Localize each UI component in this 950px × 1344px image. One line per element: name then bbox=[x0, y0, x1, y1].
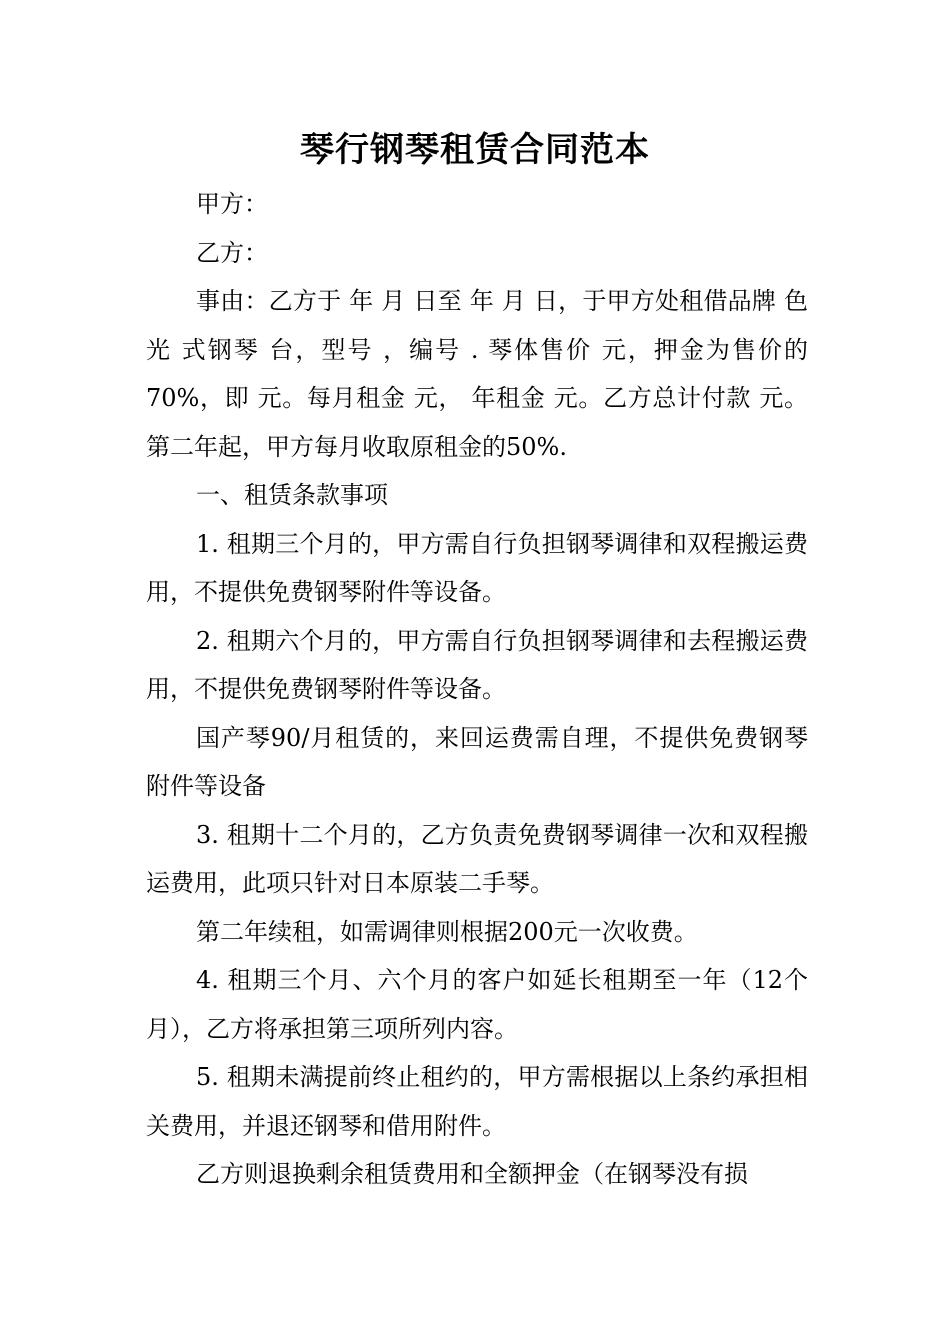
document-body bbox=[146, 180, 808, 1199]
clause-2-note: 国产琴90/月租赁的，来回运费需自理，不提供免费钢琴附件等设备 bbox=[146, 723, 808, 800]
document-title: 琴行钢琴租赁合同范本 bbox=[300, 130, 650, 170]
clause-5-note: 乙方则退换剩余租赁费用和全额押金（在钢琴没有损 bbox=[196, 1160, 748, 1188]
section-heading: 一、租赁条款事项 bbox=[196, 481, 388, 509]
clause-1: 1. 租期三个月的，甲方需自行负担钢琴调律和双程搬运费用，不提供免费钢琴附件等设备。 bbox=[146, 529, 808, 606]
party-a-line: 甲方： bbox=[196, 190, 268, 218]
clause-3-note: 第二年续租，如需调律则根据200元一次收费。 bbox=[196, 917, 698, 946]
party-b-line: 乙方： bbox=[196, 238, 268, 267]
clause-4: 4. 租期三个月、六个月的客户如延长租期至一年（12个月），乙方将承担第三项所列内容。 bbox=[146, 966, 808, 1043]
clause-2: 2. 租期六个月的，甲方需自行负担钢琴调律和去程搬运费用，不提供免费钢琴附件等设备。 bbox=[146, 626, 808, 703]
clause-5: 5. 租期未满提前终止租约的，甲方需根据以上条约承担相关费用，并退还钢琴和借用附件。 bbox=[146, 1063, 808, 1140]
subject-paragraph: 事由：乙方于 年 月 日至 年 月 日，于甲方处租借品牌 色 光 式钢琴 台，型号 ，编号 . 琴体售价 元，押金为售价的70%，即 元。每月租金 元， 年租金 元。乙方总计付款 元。第二年起，甲方每月收取原租金的50%. bbox=[146, 287, 808, 461]
clause-3: 3. 租期十二个月的，乙方负责免费钢琴调律一次和双程搬运费用，此项只针对日本原装二手琴。 bbox=[146, 820, 808, 897]
